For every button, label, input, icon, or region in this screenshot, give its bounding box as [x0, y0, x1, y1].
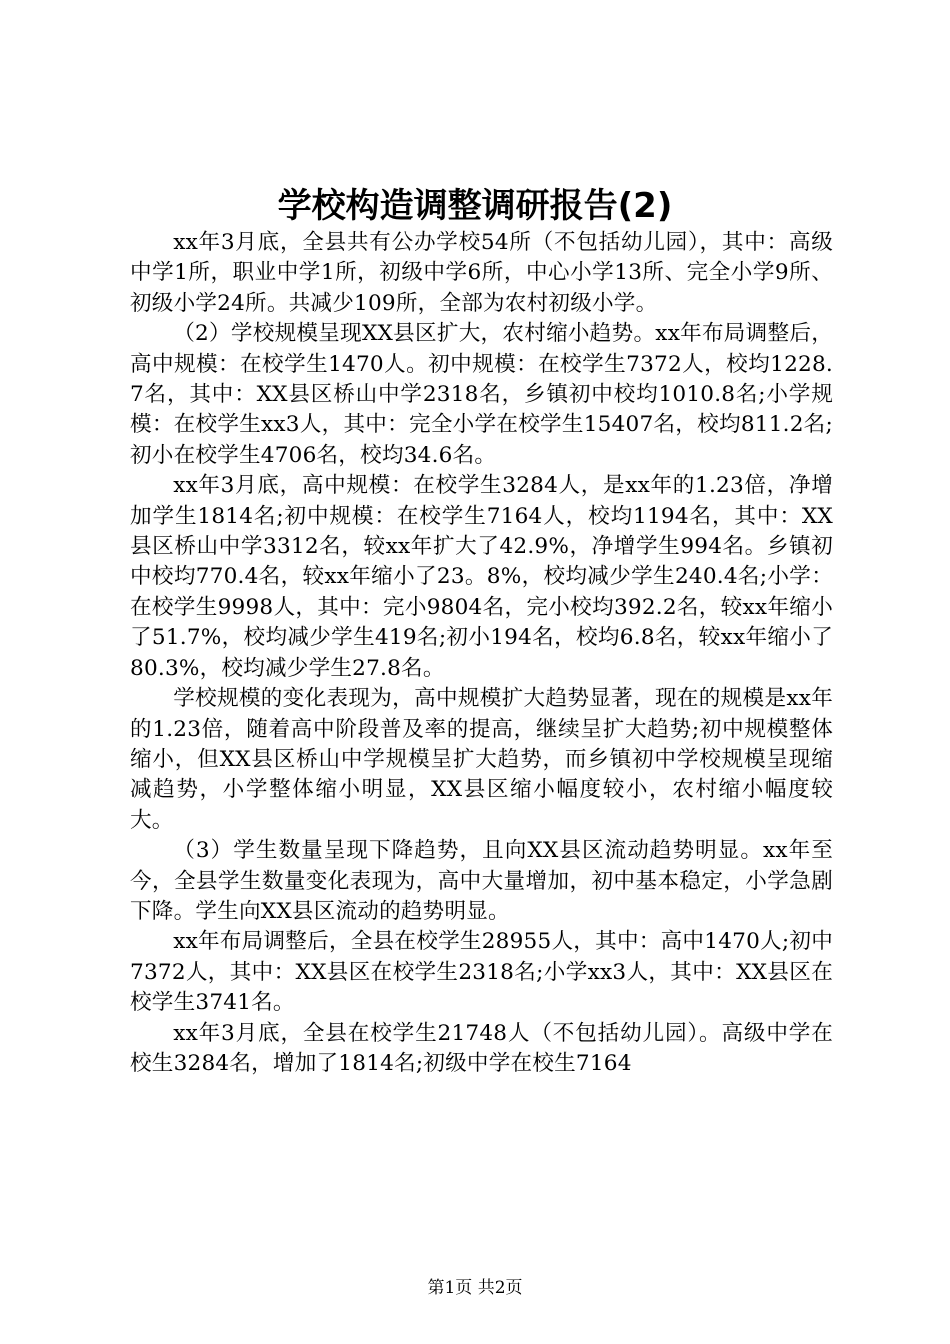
paragraph: （3）学生数量呈现下降趋势，且向XX县区流动趋势明显。xx年至今，全县学生数量变化表现为，高中大量增加，初中基本稳定，小学急剧下降。学生向XX县区流动的趋势明显。: [130, 838, 833, 924]
paragraph: xx年3月底，高中规模：在校学生3284人，是xx年的1.23倍，净增加学生1814名;初中规模：在校学生7164人，校均1194名，其中：XX县区桥山中学3312名，较xx年扩大了42.9%，净增学生994名。乡镇初中校均770.4名，较xx年缩小了23。8%，校均减少学生240.4名;小学：在校学生9998人，其中：完小9804名，完小校均392.2名，较xx年缩小了51.7%，校均减少学生419名;初小194名，校均6.8名，较xx年缩小了80.3%，校均减少学生27.8名。: [130, 473, 833, 681]
paragraph: （2）学校规模呈现XX县区扩大，农村缩小趋势。xx年布局调整后，高中规模：在校学生1470人。初中规模：在校学生7372人，校均1228.7名，其中：XX县区桥山中学2318名，乡镇初中校均1010.8名;小学规模：在校学生xx3人，其中：完全小学在校学生15407名，校均811.2名;初小在校学生4706名，校均34.6名。: [130, 321, 833, 468]
paragraph: 学校规模的变化表现为，高中规模扩大趋势显著，现在的规模是xx年的1.23倍，随着高中阶段普及率的提高，继续呈扩大趋势;初中规模整体缩小，但XX县区桥山中学规模呈扩大趋势，而乡镇初中学校规模呈现缩减趋势，小学整体缩小明显，XX县区缩小幅度较小，农村缩小幅度较大。: [130, 686, 833, 833]
document-body: [130, 228, 833, 1079]
paragraph: xx年3月底，全县共有公办学校54所（不包括幼儿园），其中：高级中学1所，职业中学1所，初级中学6所，中心小学13所、完全小学9所、初级小学24所。共减少109所，全部为农村初级小学。: [130, 230, 833, 316]
document-title: 学校构造调整调研报告(2): [277, 186, 673, 226]
paragraph: xx年布局调整后，全县在校学生28955人，其中：高中1470人;初中7372人，其中：XX县区在校学生2318名;小学xx3人，其中：XX县区在校学生3741名。: [130, 929, 833, 1016]
paragraph: xx年3月底，全县在校学生21748人（不包括幼儿园）。高级中学在校生3284名，增加了1814名;初级中学在校生7164: [130, 1020, 833, 1076]
page-number-footer: 第1页 共2页: [427, 1278, 523, 1298]
